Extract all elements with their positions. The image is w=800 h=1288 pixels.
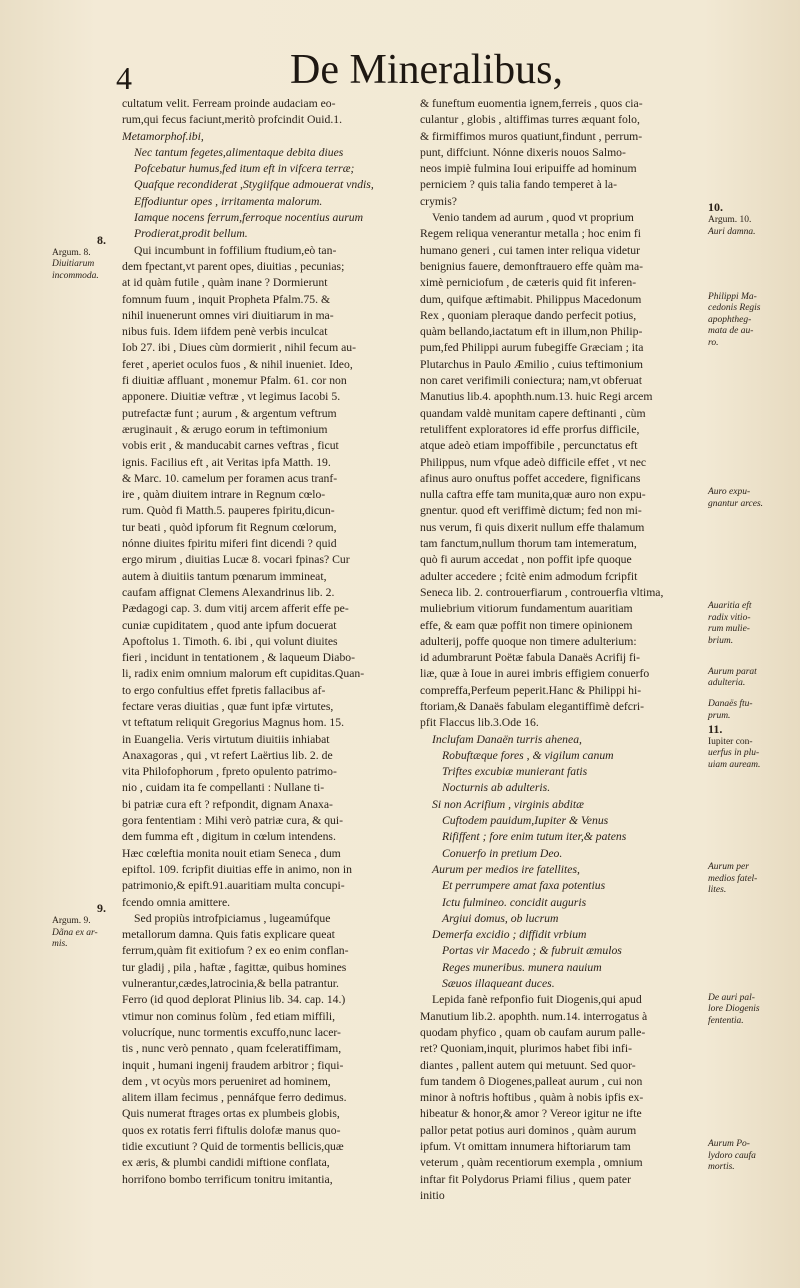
text-line: tam fanctum,nullum thorum tam intemeratum,	[420, 537, 637, 551]
text-line: quò fi aurum accedat , non poffit ipfe quoque	[420, 553, 632, 567]
text-line: Aurum per medios ire fatellites,	[432, 862, 580, 876]
margin-note-line: Auri damna.	[708, 226, 756, 237]
text-line: Nocturnis ab adulteris.	[442, 781, 551, 795]
text-line: neos impiè fulmina Ioui eripuiffe ad hominum	[420, 162, 637, 176]
text-line: dem fpectant,vt parent opes, diuitias , pecunias;	[122, 259, 345, 273]
margin-note	[708, 699, 788, 722]
text-line: crymis?	[420, 194, 457, 208]
text-line: atque adeò etiam impoffibile , percunctatus eft	[420, 439, 638, 453]
text-line: Sed propiùs introfpiciamus , lugeamúfque	[134, 911, 331, 925]
margin-note-line: Philippi Ma-	[708, 291, 757, 302]
text-line: ret? Quoniam,inquit, plurimos habet fibi infi-	[420, 1042, 632, 1056]
text-line: retuliffent exploratores id effe prorfus difficile,	[420, 422, 640, 436]
text-line: humano generi , cui tamen inter reliqua videtur	[420, 243, 641, 257]
margin-note-line: Auro expu-	[708, 487, 751, 498]
text-line: & firmiffimos muros quatiunt,findunt , perrum-	[420, 129, 643, 143]
margin-note-line: lore Diogenis	[708, 1004, 760, 1014]
margin-note-line: uerfus in plu-	[708, 748, 760, 759]
margin-note-line: Argum. 8.	[52, 247, 91, 258]
text-line: veterum , quàm recentiorum exempla , omnium	[420, 1156, 643, 1170]
text-line: Regem reliqua venerantur metalla ; hoc enim fi	[420, 227, 642, 241]
text-line: horrifono bombo terrificum tonitru imitantia,	[122, 1172, 333, 1186]
margin-note-line: apophtheg-	[708, 314, 752, 325]
left-text-column	[122, 96, 408, 1188]
margin-note-line: cedonis Regis	[708, 303, 761, 314]
text-line: Plutarchus in Paulo Æmilio , cuius teftimonium	[420, 357, 644, 371]
text-line: adulterij, poffe quoque non timere adulterium:	[420, 634, 637, 648]
text-line: ximè perniciofum , de cæteris quid fit inferen-	[420, 276, 637, 290]
text-line: ergo mirum , diuitias Lucæ 8. vocari fpinas? Cur	[122, 553, 350, 567]
text-line: effe, & eam quæ poffit non timere opinionem	[420, 618, 633, 632]
text-line: Rififfent ; fore enim tutum iter,& patens	[442, 830, 627, 844]
margin-note-line: radix vitio-	[708, 612, 751, 623]
text-line: inquit , humani ingenij fraudem arbitror ; fiqui-	[122, 1058, 344, 1072]
margin-note-line: Iupiter con-	[708, 736, 753, 747]
margin-note-line: Auaritia eft	[708, 601, 752, 612]
text-line: Prodierat,prodit bellum.	[134, 227, 248, 241]
text-line: muliebrium vitiorum fundamentum auaritiam	[420, 602, 633, 616]
right-text-column	[420, 96, 704, 1204]
text-line: dem , vt ocyùs mors perueniret ad hominem,	[122, 1074, 331, 1088]
text-line: quodam phyfico , quam ob caufam aurum palle-	[420, 1025, 646, 1039]
text-line: vobis erit , & manducabit carnes veftras , ficut	[122, 439, 339, 453]
margin-note-line: lydoro caufa	[708, 1150, 756, 1161]
margin-note-line: Aurum parat	[708, 666, 757, 677]
text-line: ignis. Facilius eft , ait Veritas ipfa Matth. 19.	[122, 455, 331, 469]
text-line: Qui incumbunt in foffilium ftudium,eò tan-	[134, 243, 337, 257]
margin-note-line: adulteria.	[708, 678, 746, 688]
text-line: Et perrumpere amat faxa potentius	[442, 879, 606, 893]
text-line: bi patriæ cura eft ? refpondit, dignam Anaxa-	[122, 797, 333, 811]
text-line: liæ, quæ à Ioue in aurei imbris effigiem conuerfo	[420, 667, 650, 681]
text-line: Iob 27. ibi , Diues cùm dormierit , nihil fecum au-	[122, 341, 357, 355]
margin-note-line: mis.	[52, 939, 68, 949]
text-line: alitem illam fecimus , pennáfque ferro dedimus.	[122, 1091, 347, 1105]
argument-number: 9.	[97, 901, 106, 915]
text-line: nihil inuenerunt omnes viri diuitiarum in ma-	[122, 308, 334, 322]
text-line: Ictu fulmineo. concidit auguris	[442, 895, 587, 909]
text-line: Iamque nocens ferrum,ferroque nocentius aurum	[134, 211, 364, 225]
argument-number: 10.	[708, 200, 723, 215]
text-line: benignius fauere, demonftrauero effe quàm ma-	[420, 259, 644, 273]
text-line: Apoftolus 1. Timoth. 6. ibi , qui volunt diuites	[122, 634, 338, 648]
text-line: non caret verifimili coniectura; nam,vt obferuat	[420, 374, 642, 388]
margin-note	[52, 901, 118, 951]
text-line: & funeftum euomentia ignem,ferreis , quos cia-	[420, 97, 643, 110]
margin-note-line: medios fatel-	[708, 873, 758, 884]
text-line: Robuftæque fores , & vigilum canum	[442, 748, 614, 762]
text-line: quos ex rotatis ferri fiftulis dolofæ manus quo-	[122, 1123, 341, 1137]
margin-note	[708, 292, 788, 350]
text-line: rum,qui fecus faciunt,meritò profcindit Ouid.1.	[122, 113, 343, 127]
text-line: quandam valdè munitam capere deftinanti , cùm	[420, 406, 646, 420]
text-line: rum. Quòd fi Matth.5. pauperes fpiritu,dicun-	[122, 504, 335, 518]
text-line: vt teftatum reliquit Gregorius Magnus hom. 15.	[122, 716, 345, 730]
margin-note-line: mortis.	[708, 1162, 735, 1173]
margin-note	[708, 722, 788, 772]
text-line: Ferro (id quod deplorat Plinius lib. 34. cap. 14.)	[122, 993, 346, 1007]
page-header	[0, 40, 800, 100]
text-line: nónne diuites fpiritu miferi fint dicendi ? quid	[122, 537, 337, 551]
text-line: inftar fit Polydorus Priami filius , quem pater	[420, 1172, 631, 1186]
text-line: gnentur. quod eft veriffimè dictum; fed non mi-	[420, 504, 642, 518]
margin-note-line: gnantur arces.	[708, 498, 764, 509]
margin-note	[708, 667, 788, 690]
text-line: initio	[420, 1188, 445, 1202]
margin-note	[52, 233, 118, 283]
margin-note	[708, 601, 788, 647]
text-line: Metamorphof.ibi,	[122, 129, 204, 143]
text-line: li, radix enim omnium malorum eft cupiditas.Quan-	[122, 667, 365, 681]
argument-number: 11.	[708, 721, 723, 736]
text-line: ferrum,quàm fit exitiofum ? ex eo enim conflan-	[122, 944, 349, 958]
margin-note-line: ro.	[708, 337, 719, 348]
text-line: ex æris, & plumbi candidi miftione conflata,	[122, 1156, 330, 1170]
text-line: nio , cuidam ita fe compellanti : Nullane ti-	[122, 781, 325, 795]
text-line: nus verum, fi quis dixerit nullum effe thalamum	[420, 520, 645, 534]
text-line: Manutius lib.4. apophth.num.13. huic Regi arcem	[420, 390, 653, 404]
text-line: feret , aperiet oculos fuos , & nihil inueniet. Ideo,	[122, 357, 353, 371]
text-line: cuniæ cupiditatem , quod ante ipfum docuerat	[122, 618, 337, 632]
margin-note-line: fententia.	[708, 1015, 744, 1026]
text-line: Quis numerat ftrages ortas ex plumbeis globis,	[122, 1107, 340, 1121]
text-line: fcendo omnia amittere.	[122, 895, 231, 909]
text-line: Conuerfo in pretium Deo.	[442, 846, 563, 860]
text-line: Cuftodem pauidum,Iupiter & Venus	[442, 814, 609, 828]
text-line: compreffa,Perfeum peperit.Hanc & Philippi hi-	[420, 683, 642, 697]
margin-note-line: Aurum per	[708, 862, 749, 873]
text-line: patrimonio,& epift.91.auaritiam multa concupi-	[122, 879, 345, 893]
text-line: fum tandem ô Diogenes,palleat aurum , cui non	[420, 1074, 643, 1088]
text-line: hibeatur & honor,& amor ? Vereor igitur ne ifte	[420, 1107, 642, 1121]
text-line: putrefactæ funt ; aurum , & argentum veftrum	[122, 406, 337, 420]
margin-note-line: mata de au-	[708, 326, 754, 337]
text-line: perniciem ? quis talia fando temperet à la-	[420, 178, 617, 192]
margin-note-line: Argum. 10.	[708, 215, 752, 226]
text-line: Reges muneribus. munera nauium	[442, 960, 602, 974]
running-title: De Mineralibus,	[290, 47, 563, 93]
text-line: vita Philofophorum , fpreto opulento patrimo-	[122, 765, 337, 779]
margin-note	[708, 862, 788, 897]
text-line: Triftes excubiæ munierant fatis	[442, 765, 588, 779]
text-line: tur beati , quòd ipforum fit Regnum cœlorum,	[122, 520, 337, 534]
text-line: pfit Flaccus lib.3.Ode 16.	[420, 716, 539, 730]
text-line: ftoriam,& Danaës fabulam elegantiffimè defcri-	[420, 699, 645, 713]
text-line: dem fumma eft , digitum in cœlum intendens.	[122, 830, 336, 844]
margin-note-line: brium.	[708, 635, 734, 646]
text-line: pallor petat potius auri dominos , quàm aurum	[420, 1123, 637, 1137]
text-line: metallorum damna. Quis fatis explicare queat	[122, 928, 335, 942]
text-line: & Marc. 10. camelum per foramen acus tranf-	[122, 471, 338, 485]
text-line: æruginauit , & ærugo eorum in teftimonium	[122, 422, 328, 436]
text-line: fieri , incidunt in tentationem , & laqueum Diabo-	[122, 651, 356, 665]
text-line: nulla caftra effe tam munita,quæ auro non expu-	[420, 488, 646, 502]
margin-note-line: De auri pal-	[708, 992, 755, 1003]
text-line: vulnerantur,cædes,latrocinia,& bella patrantur.	[122, 977, 339, 991]
text-line: Venio tandem ad aurum , quod vt proprium	[432, 211, 634, 225]
text-line: to ergo confultius effet fpretis fallacibus af-	[122, 683, 326, 697]
text-line: fi diuitiæ affluant , monemur Pfalm. 61. cor non	[122, 374, 347, 388]
text-line: punt, diffciunt. Nónne dixeris nouos Salmo-	[420, 145, 626, 159]
text-line: autem à diuitiis tantum pœnarum immineat,	[122, 569, 327, 583]
text-line: Argiui domus, ob lucrum	[442, 911, 559, 925]
text-line: pum,fed Philippi aurum fubegiffe Græciam ; ita	[420, 341, 644, 355]
text-line: culantur , globis , altiffimas turres æquant folo,	[420, 113, 640, 127]
text-line: Sæuos illaqueant duces.	[442, 977, 555, 991]
text-line: Pofcebatur humus,fed itum eft in vifcera terræ;	[134, 162, 355, 176]
text-line: id adumbrarunt Poëtæ fabula Danaës Acrifij fi-	[420, 651, 641, 665]
text-line: Lepida fanè refponfio fuit Diogenis,qui apud	[432, 993, 642, 1007]
text-line: Si non Acrifium , virginis abditæ	[432, 797, 584, 811]
text-line: tidie excutiunt ? Quid de tormentis bellicis,quæ	[122, 1140, 344, 1153]
margin-note-line: prum.	[708, 710, 731, 721]
text-line: volucríque, nunc tormentis excuffo,nunc lacer-	[122, 1025, 341, 1039]
text-line: Inclufam Danaën turris ahenea,	[432, 732, 582, 746]
margin-note-line: Aurum Po-	[708, 1139, 750, 1150]
margin-note	[708, 487, 788, 510]
margin-note	[708, 993, 788, 1028]
text-line: minor à noftris hoftibus , quàm à nobis ipfis ex-	[420, 1091, 644, 1105]
margin-note-line: Danaës ftu-	[708, 699, 753, 710]
text-line: Nec tantum fegetes,alimentaque debita diues	[134, 145, 344, 159]
text-line: vtimur non cominus folùm , fed etiam miffili,	[122, 1009, 336, 1023]
text-line: quàm bellando,iactatum eft in illum,non Philip-	[420, 325, 643, 339]
text-line: gora fententiam : Mihi verò patriæ cura, & qui-	[122, 814, 344, 828]
text-line: at id quàm futile , quàm inane ? Dormierunt	[122, 276, 328, 290]
text-line: dum, quifque æftimabit. Philippus Macedonum	[420, 292, 642, 306]
margin-note-line: uiam auream.	[708, 759, 761, 770]
text-line: fectare veras diuitias , quæ funt ipfæ virtutes,	[122, 699, 334, 713]
text-line: ipfum. Vt omittam innumera hiftoriarum tam	[420, 1140, 631, 1153]
text-line: Seneca lib. 2. controuerfiarum , controuerfia vltima,	[420, 585, 664, 599]
margin-note-line: Argum. 9.	[52, 916, 91, 926]
page-number: 4	[116, 60, 132, 96]
text-line: cultatum velit. Ferream proinde audaciam eo-	[122, 97, 336, 110]
text-line: Effodiuntur opes , irritamenta malorum.	[134, 194, 323, 208]
text-line: tur gladij , pila , haftæ , fagittæ, quibus homines	[122, 960, 347, 974]
margin-note-line: incommoda.	[52, 270, 99, 281]
text-line: apponere. Diuitiæ veftræ , vt legimus Iacobi 5.	[122, 390, 341, 404]
text-line: Manutium lib.2. apophth. num.14. interrogatus à	[420, 1009, 648, 1023]
text-line: caufam affignat Clemens Alexandrinus lib. 2.	[122, 585, 335, 599]
margin-note	[708, 1139, 788, 1174]
text-line: Rex , quoniam pleraque dando perfecit potius,	[420, 308, 637, 322]
text-line: tis , nunc verò pennato , quam fceleratiffimam,	[122, 1042, 342, 1056]
text-line: Quafque recondiderat ,Stygiifque admouerat vndis,	[134, 178, 374, 192]
text-line: in Euangelia. Veris virtutum diuitiis inhiabat	[122, 732, 330, 746]
text-line: fomnum fuum , inquit Propheta Pfalm.75. &	[122, 292, 331, 306]
text-line: nibus fuis. Idem iifdem penè verbis inculcat	[122, 325, 328, 339]
margin-note	[708, 200, 788, 238]
text-line: afinus auro onuftus poffet accedere, fignificans	[420, 471, 641, 485]
text-line: Anaxagoras , qui , vt refert Laërtius lib. 2. de	[122, 748, 333, 762]
text-line: adulter accedere ; fcitè enim admodum fcripfit	[420, 569, 638, 583]
text-line: Pædagogi cap. 3. dum vitij arcem afferit effe pe-	[122, 602, 349, 616]
text-line: Philippus, num vfque adeò difficile effet , vt nec	[420, 455, 647, 469]
text-line: diantes , pallent autem qui metuunt. Sed quor-	[420, 1058, 636, 1072]
margin-note-line: Diuitiarum	[52, 259, 95, 270]
margin-note-line: rum mulie-	[708, 624, 750, 635]
text-line: ire , quàm diuitem intrare in Regnum cœlo-	[122, 488, 326, 502]
margin-note-line: Dãna ex ar-	[52, 927, 98, 938]
text-line: Portas vir Macedo ; & fubruit æmulos	[442, 944, 622, 958]
text-line: Hæc cœleftia monita nouit etiam Seneca , dum	[122, 846, 341, 860]
text-line: epiftol. 109. fcripfit diuitias effe in animo, non in	[122, 862, 352, 876]
text-line: Demerfa excidio ; diffidit vrbium	[432, 928, 587, 942]
argument-number: 8.	[97, 232, 106, 247]
margin-note-line: lites.	[708, 885, 727, 896]
